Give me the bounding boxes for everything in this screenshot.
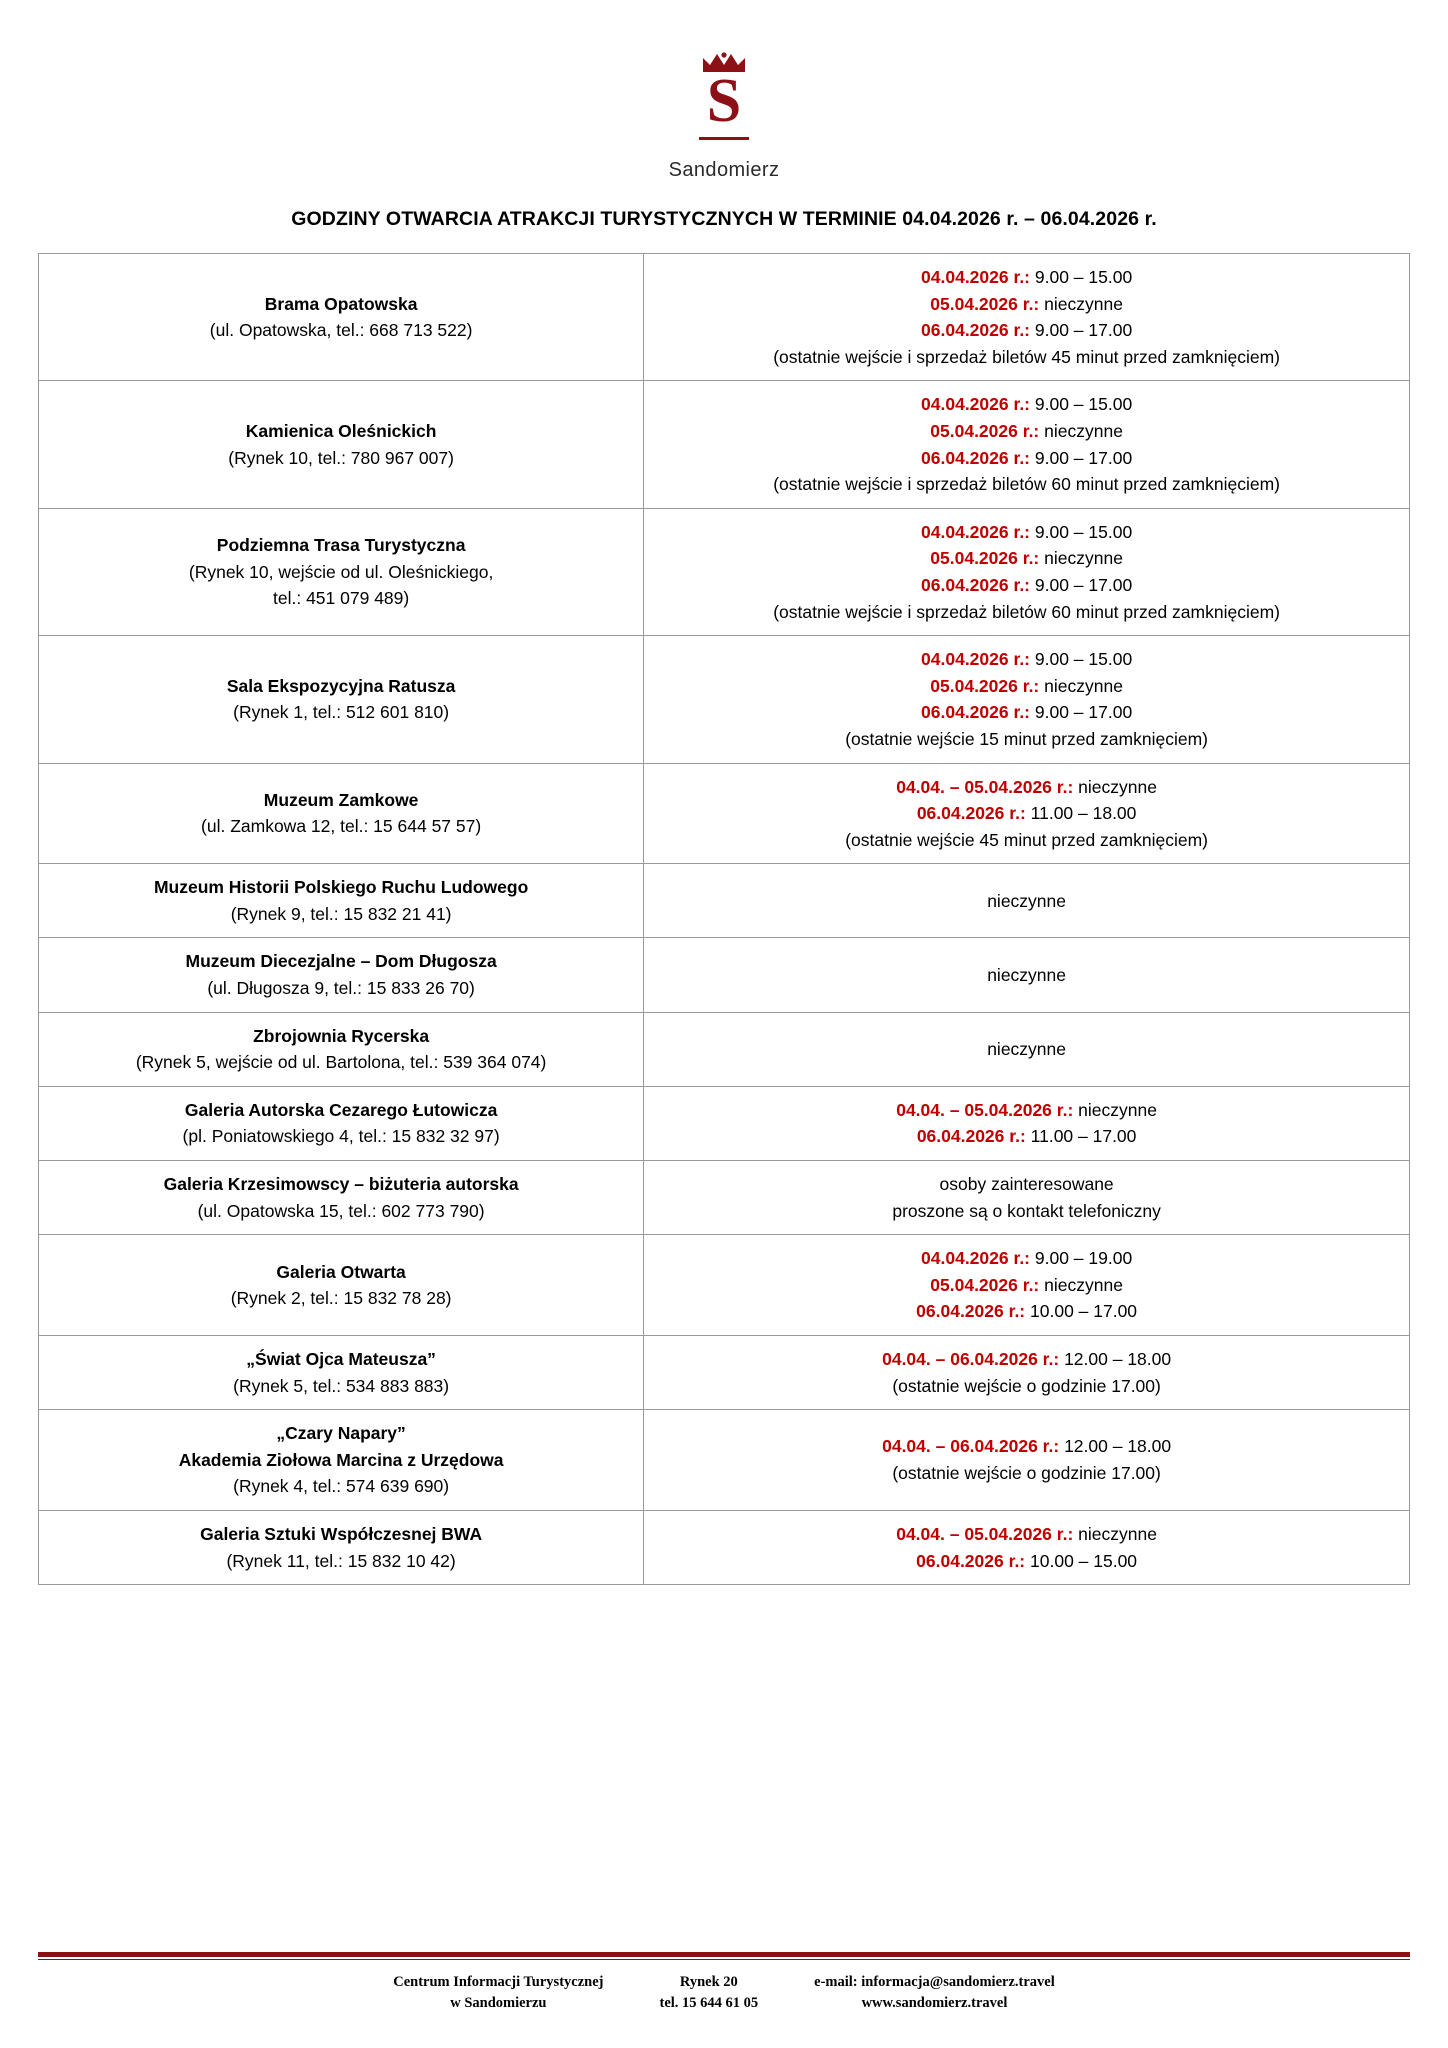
- hours-line: [652, 391, 1401, 418]
- hours-note: (ostatnie wejście i sprzedaż biletów 45 minut przed zamknięciem): [773, 346, 1280, 367]
- hours-line: [652, 1346, 1401, 1373]
- footer-address-line1: Rynek 20: [679, 1973, 738, 1990]
- hours-value: nieczynne: [1039, 293, 1123, 314]
- hours-date: 04.04.2026 r.:: [921, 521, 1031, 542]
- hours-status: nieczynne: [987, 964, 1067, 985]
- hours-value: 9.00 – 19.00: [1030, 1248, 1133, 1269]
- hours-value: nieczynne: [1073, 1523, 1157, 1544]
- hours-status: proszone są o kontakt telefoniczny: [892, 1200, 1161, 1221]
- attraction-address: (Rynek 5, tel.: 534 883 883): [233, 1375, 450, 1396]
- hours-value: 11.00 – 18.00: [1025, 803, 1137, 824]
- hours-date: 05.04.2026 r.:: [930, 548, 1040, 569]
- hours-value: 10.00 – 17.00: [1025, 1301, 1138, 1322]
- hours-date: 04.04. – 05.04.2026 r.:: [896, 1099, 1074, 1120]
- hours-value: nieczynne: [1073, 1099, 1157, 1120]
- hours-date: 06.04.2026 r.:: [916, 803, 1026, 824]
- footer-address-line2: tel. 15 644 61 05: [659, 1994, 759, 2011]
- hours-date: 04.04. – 06.04.2026 r.:: [882, 1436, 1060, 1457]
- hours-date: 04.04.2026 r.:: [921, 394, 1031, 415]
- hours-value: nieczynne: [1039, 420, 1123, 441]
- attraction-address: (ul. Długosza 9, tel.: 15 833 26 70): [207, 978, 475, 999]
- hours-line: [652, 1548, 1401, 1575]
- hours-cell: [644, 864, 1410, 938]
- hours-line: [652, 264, 1401, 291]
- attraction-name: Kamienica Oleśnickich: [245, 420, 437, 441]
- hours-cell: [644, 1410, 1410, 1511]
- attraction-name: Brama Opatowska: [264, 293, 418, 314]
- hours-line: [652, 519, 1401, 546]
- hours-date: 05.04.2026 r.:: [930, 293, 1040, 314]
- attraction-address: (Rynek 2, tel.: 15 832 78 28): [230, 1288, 452, 1309]
- attraction-cell: [39, 1410, 644, 1511]
- hours-cell: [644, 938, 1410, 1012]
- hours-line: [652, 646, 1401, 673]
- table-row: [39, 1012, 1410, 1086]
- hours-value: 9.00 – 15.00: [1030, 267, 1133, 287]
- hours-line: [652, 1123, 1401, 1150]
- hours-status: nieczynne: [987, 890, 1067, 911]
- attraction-cell: [39, 864, 644, 938]
- sandomierz-logo: [678, 44, 770, 148]
- hours-note: (ostatnie wejście 15 minut przed zamknięciem): [845, 728, 1208, 749]
- attraction-address: (ul. Opatowska 15, tel.: 602 773 790): [197, 1200, 485, 1221]
- logo-block: [38, 44, 1410, 182]
- table-row: [39, 763, 1410, 864]
- hours-date: 04.04.2026 r.:: [921, 267, 1031, 287]
- hours-date: 06.04.2026 r.:: [921, 320, 1031, 341]
- attraction-cell: [39, 1012, 644, 1086]
- hours-value: 11.00 – 17.00: [1025, 1126, 1137, 1147]
- hours-note: (ostatnie wejście o godzinie 17.00): [892, 1375, 1161, 1396]
- table-row: [39, 1510, 1410, 1584]
- hours-value: 12.00 – 18.00: [1059, 1436, 1172, 1457]
- hours-line: [652, 1097, 1401, 1124]
- attraction-cell: [39, 1336, 644, 1410]
- attraction-address: (Rynek 10, tel.: 780 967 007): [228, 447, 454, 468]
- opening-hours-table: [38, 253, 1410, 1585]
- hours-value: nieczynne: [1073, 776, 1157, 797]
- hours-value: nieczynne: [1039, 548, 1123, 569]
- hours-cell: [644, 254, 1410, 381]
- attraction-cell: [39, 1086, 644, 1160]
- hours-cell: [644, 1012, 1410, 1086]
- table-row: [39, 864, 1410, 938]
- table-row: [39, 938, 1410, 1012]
- attraction-cell: [39, 763, 644, 864]
- attraction-address: (Rynek 5, wejście od ul. Bartolona, tel.: 539 364 074): [135, 1052, 547, 1073]
- hours-line: [652, 699, 1401, 726]
- attraction-address: (Rynek 11, tel.: 15 832 10 42): [226, 1550, 456, 1571]
- attraction-address: (Rynek 4, tel.: 574 639 690): [233, 1476, 450, 1497]
- attraction-address: (Rynek 9, tel.: 15 832 21 41): [230, 903, 452, 924]
- hours-date: 04.04. – 05.04.2026 r.:: [896, 776, 1074, 797]
- logo-letter: S: [706, 67, 742, 135]
- hours-cell: [644, 1336, 1410, 1410]
- attraction-name: Podziemna Trasa Turystyczna: [216, 535, 466, 556]
- attraction-name: Galeria Sztuki Współczesnej BWA: [200, 1523, 483, 1544]
- hours-date: 04.04. – 05.04.2026 r.:: [896, 1523, 1074, 1544]
- attraction-address: (Rynek 10, wejście od ul. Oleśnickiego, tel.: 451 079 489): [188, 561, 494, 609]
- hours-cell: [644, 1235, 1410, 1336]
- hours-value: nieczynne: [1039, 1274, 1123, 1295]
- hours-value: 9.00 – 15.00: [1030, 394, 1133, 415]
- table-row: [39, 1086, 1410, 1160]
- footer-rule-thin: [38, 1959, 1410, 1960]
- hours-note: (ostatnie wejście i sprzedaż biletów 60 minut przed zamknięciem): [773, 601, 1280, 622]
- hours-line: [652, 445, 1401, 472]
- hours-value: 9.00 – 17.00: [1030, 447, 1133, 468]
- hours-line: [652, 317, 1401, 344]
- hours-value: 9.00 – 17.00: [1030, 702, 1133, 723]
- attraction-name: „Świat Ojca Mateusza”: [246, 1349, 436, 1369]
- page-footer: [38, 1952, 1410, 2014]
- logo-wordmark: Sandomierz: [668, 159, 780, 181]
- footer-office-line2: w Sandomierzu: [450, 1994, 547, 2011]
- page-title: GODZINY OTWARCIA ATRAKCJI TURYSTYCZNYCH W TERMINIE 04.04.2026 r. – 06.04.2026 r.: [291, 208, 1157, 230]
- attraction-address: (pl. Poniatowskiego 4, tel.: 15 832 32 97): [182, 1126, 500, 1147]
- hours-date: 04.04.2026 r.:: [921, 649, 1031, 670]
- attraction-cell: [39, 1510, 644, 1584]
- attraction-address: (ul. Opatowska, tel.: 668 713 522): [209, 320, 473, 341]
- hours-cell: [644, 381, 1410, 508]
- footer-rule-thick: [38, 1952, 1410, 1957]
- attraction-cell: [39, 1235, 644, 1336]
- hours-line: [652, 545, 1401, 572]
- hours-line: [652, 673, 1401, 700]
- attraction-name: Muzeum Diecezjalne – Dom Długosza: [185, 951, 497, 972]
- hours-value: 9.00 – 17.00: [1030, 574, 1133, 595]
- footer-address: [659, 1972, 758, 2014]
- attraction-name: Galeria Autorska Cezarego Łutowicza: [184, 1099, 498, 1120]
- hours-date: 06.04.2026 r.:: [916, 1550, 1026, 1571]
- hours-line: [652, 774, 1401, 801]
- hours-date: 06.04.2026 r.:: [921, 702, 1031, 723]
- hours-cell: [644, 508, 1410, 635]
- attraction-name: Galeria Krzesimowscy – biżuteria autorska: [163, 1174, 519, 1195]
- footer-office: [393, 1972, 603, 2014]
- attraction-cell: [39, 1161, 644, 1235]
- attraction-cell: [39, 508, 644, 635]
- hours-date: 06.04.2026 r.:: [921, 574, 1031, 595]
- table-row: [39, 508, 1410, 635]
- attraction-name: Galeria Otwarta: [276, 1261, 406, 1282]
- hours-line: [652, 1272, 1401, 1299]
- hours-line: [652, 800, 1401, 827]
- hours-note: (ostatnie wejście 45 minut przed zamknięciem): [845, 829, 1208, 850]
- table-row: [39, 1336, 1410, 1410]
- hours-line: [652, 1245, 1401, 1272]
- attraction-cell: [39, 254, 644, 381]
- hours-date: 06.04.2026 r.:: [916, 1301, 1026, 1322]
- hours-value: 9.00 – 15.00: [1030, 649, 1133, 670]
- hours-line: [652, 1521, 1401, 1548]
- hours-value: 9.00 – 17.00: [1030, 320, 1133, 341]
- hours-date: 04.04.2026 r.:: [921, 1248, 1031, 1269]
- table-row: [39, 1161, 1410, 1235]
- hours-cell: [644, 763, 1410, 864]
- hours-line: [652, 291, 1401, 318]
- table-row: [39, 381, 1410, 508]
- attraction-name: „Czary Napary” Akademia Ziołowa Marcina z Urzędowa: [178, 1423, 504, 1470]
- hours-date: 05.04.2026 r.:: [930, 1274, 1040, 1295]
- hours-status: osoby zainteresowane: [939, 1174, 1114, 1195]
- attraction-name: Zbrojownia Rycerska: [253, 1025, 430, 1046]
- hours-status: nieczynne: [987, 1038, 1067, 1059]
- hours-date: 06.04.2026 r.:: [921, 447, 1031, 468]
- logo-underline: [699, 137, 749, 140]
- hours-date: 05.04.2026 r.:: [930, 420, 1040, 441]
- footer-office-line1: Centrum Informacji Turystycznej: [393, 1973, 604, 1990]
- hours-value: nieczynne: [1039, 675, 1123, 696]
- hours-line: [652, 418, 1401, 445]
- attraction-cell: [39, 381, 644, 508]
- table-row: [39, 1235, 1410, 1336]
- hours-cell: [644, 1510, 1410, 1584]
- attraction-name: Muzeum Historii Polskiego Ruchu Ludowego: [153, 877, 529, 898]
- table-row: [39, 254, 1410, 381]
- table-row: [39, 1410, 1410, 1511]
- hours-line: [652, 1298, 1401, 1325]
- hours-line: [652, 572, 1401, 599]
- hours-date: 05.04.2026 r.:: [930, 675, 1040, 696]
- hours-value: 9.00 – 15.00: [1030, 521, 1133, 542]
- hours-date: 04.04. – 06.04.2026 r.:: [882, 1349, 1060, 1369]
- footer-website: www.sandomierz.travel: [861, 1994, 1008, 2011]
- hours-cell: [644, 1161, 1410, 1235]
- hours-date: 06.04.2026 r.:: [916, 1126, 1026, 1147]
- attraction-name: Muzeum Zamkowe: [263, 789, 419, 810]
- attraction-name: Sala Ekspozycyjna Ratusza: [226, 675, 456, 696]
- hours-line: [652, 1433, 1401, 1460]
- hours-cell: [644, 1086, 1410, 1160]
- hours-value: 12.00 – 18.00: [1059, 1349, 1172, 1369]
- attraction-address: (ul. Zamkowa 12, tel.: 15 644 57 57): [201, 816, 482, 837]
- table-row: [39, 636, 1410, 763]
- hours-note: (ostatnie wejście i sprzedaż biletów 60 minut przed zamknięciem): [773, 474, 1280, 495]
- footer-contact: [814, 1972, 1055, 2014]
- attraction-cell: [39, 636, 644, 763]
- hours-note: (ostatnie wejście o godzinie 17.00): [892, 1463, 1161, 1484]
- hours-cell: [644, 636, 1410, 763]
- attraction-address: (Rynek 1, tel.: 512 601 810): [233, 702, 450, 723]
- hours-value: 10.00 – 15.00: [1025, 1550, 1138, 1571]
- attraction-cell: [39, 938, 644, 1012]
- footer-email: e-mail: informacja@sandomierz.travel: [814, 1973, 1055, 1990]
